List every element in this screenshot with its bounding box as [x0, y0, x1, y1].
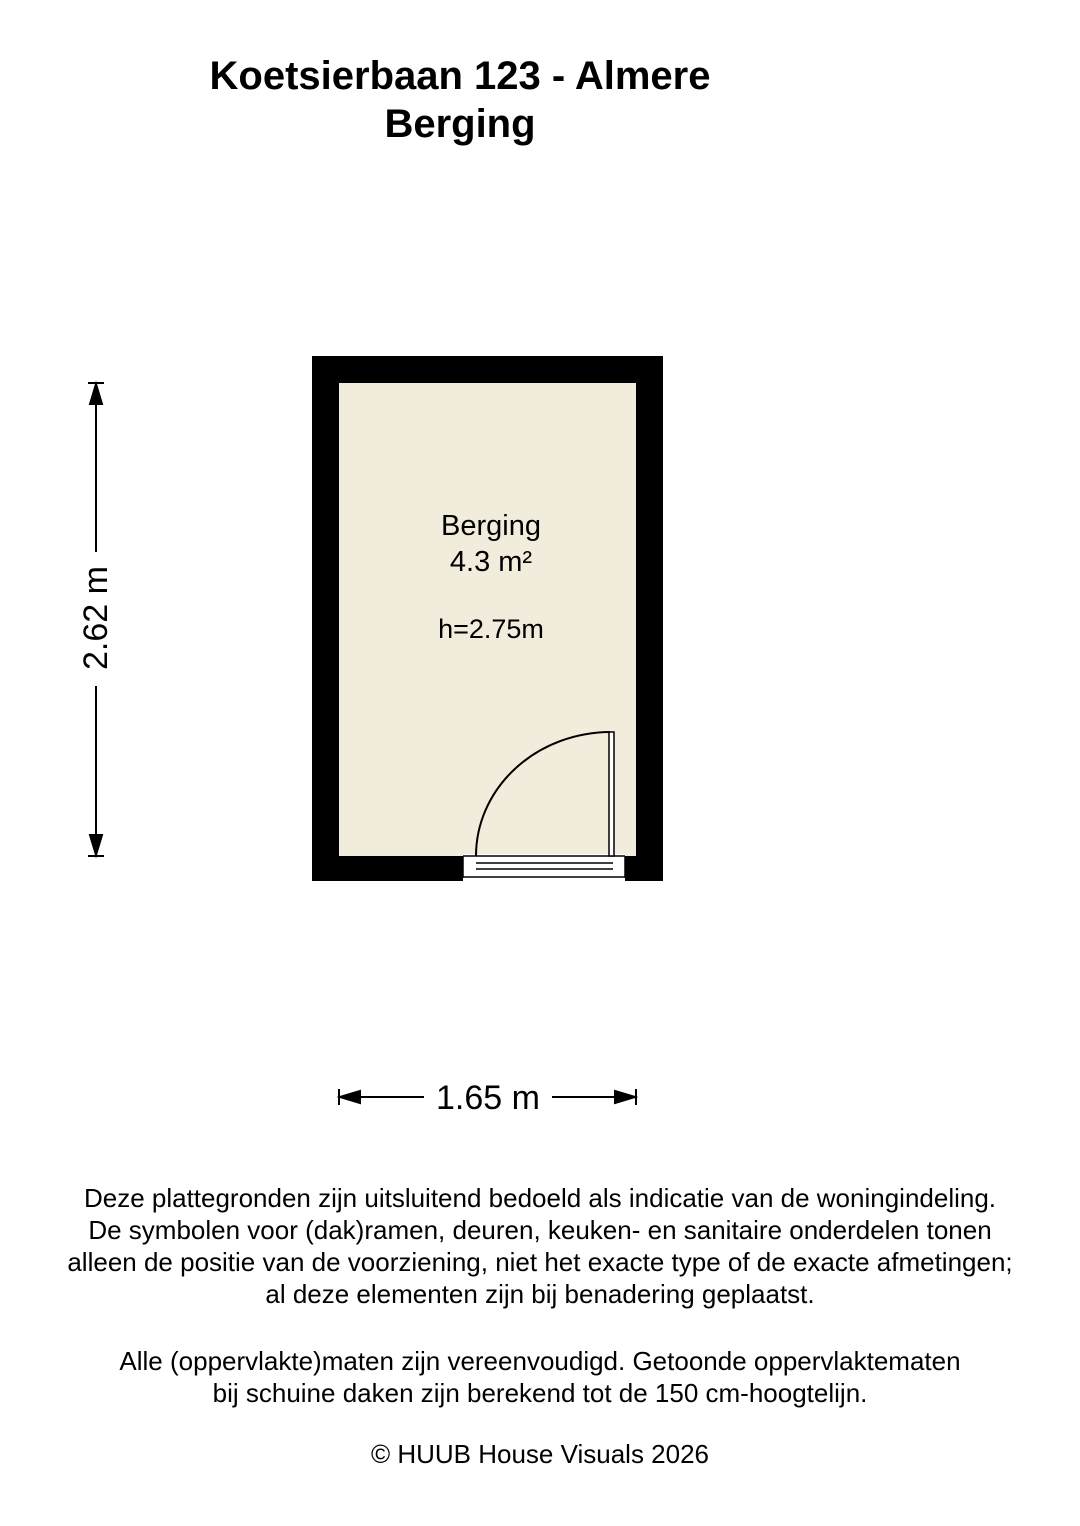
disclaimer-line: al deze elementen zijn bij benadering geplaatst. [265, 1279, 815, 1309]
plan-title: Koetsierbaan 123 - Almere [209, 54, 711, 98]
room-name: Berging [441, 510, 541, 542]
room-area: 4.3 m² [449, 546, 533, 578]
door-opening [463, 854, 625, 882]
disclaimer-line: Alle (oppervlakte)maten zijn vereenvoudigd. Getoonde oppervlaktematen [119, 1346, 961, 1376]
disclaimer-line: bij schuine daken zijn berekend tot de 150 cm-hoogtelijn. [212, 1378, 868, 1408]
height-dimension-label: 2.62 m [76, 558, 116, 678]
disclaimer-line: alleen de positie van de voorziening, niet het exacte type of de exacte afmetingen; [67, 1247, 1013, 1277]
width-dimension-label: 1.65 m [428, 1078, 548, 1118]
copyright-notice: © HUUB House Visuals 2026 [370, 1439, 710, 1469]
plan-subtitle: Berging [384, 102, 536, 146]
disclaimer-line: Deze plattegronden zijn uitsluitend bedoeld als indicatie van de woningindeling. [83, 1183, 997, 1213]
room-height: h=2.75m [438, 614, 544, 644]
disclaimer-line: De symbolen voor (dak)ramen, deuren, keuken- en sanitaire onderdelen tonen [88, 1215, 992, 1245]
